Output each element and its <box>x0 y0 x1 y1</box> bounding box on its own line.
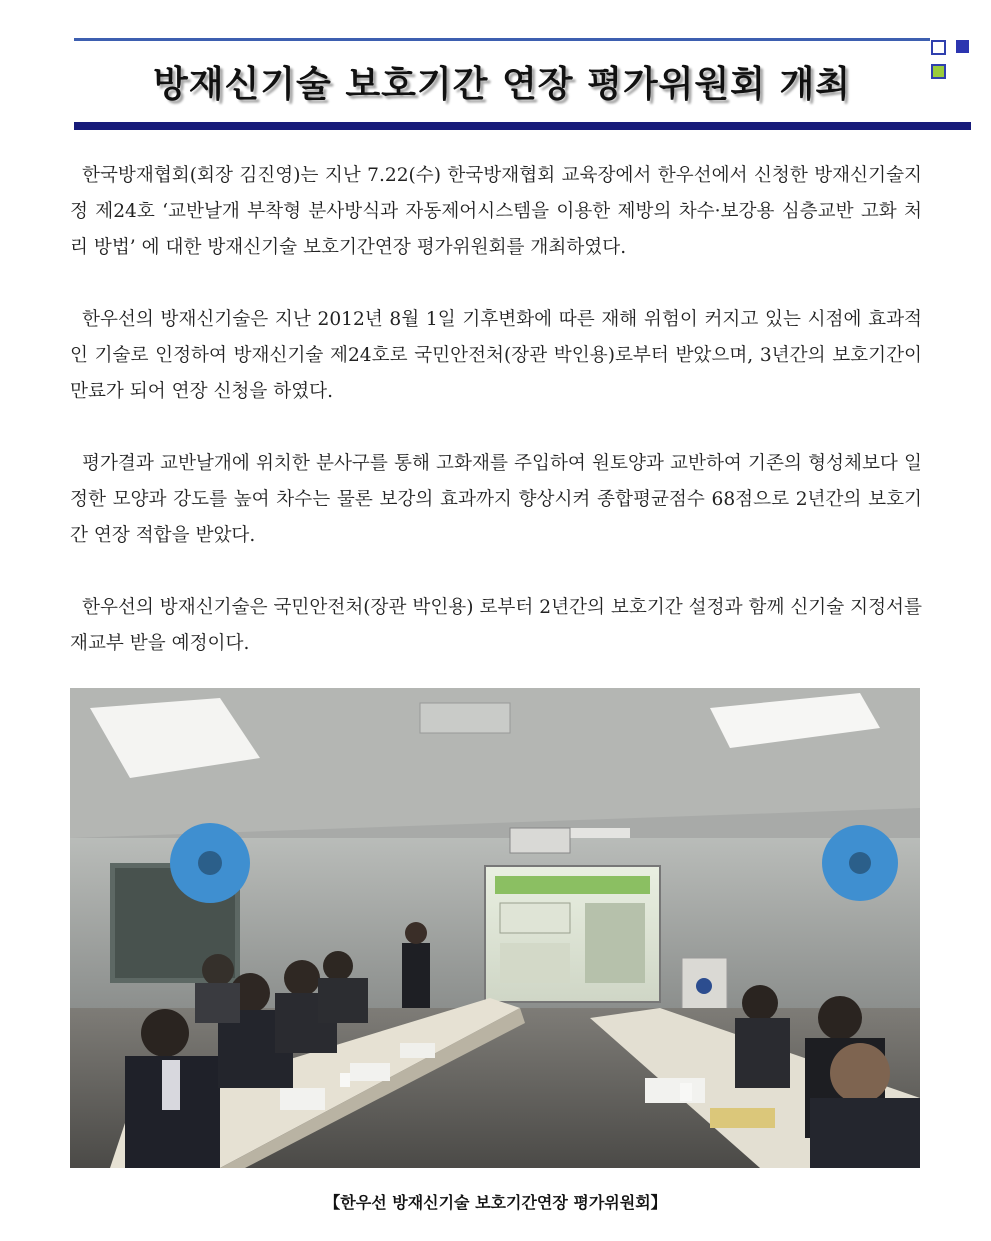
article-body <box>70 158 922 662</box>
paragraph-4: 한우선의 방재신기술은 국민안전처(장관 박인용) 로부터 2년간의 보호기간 설정과 함께 신기술 지정서를 재교부 받을 예정이다. <box>70 597 922 654</box>
paragraph-3: 평가결과 교반날개에 위치한 분사구를 통해 고화재를 주입하여 원토양과 교반하여 기존의 형성체보다 일정한 모양과 강도를 높여 차수는 물론 보강의 효과까지 향상시켜 종합평균점수 68점으로 2년간의 보호기간 연장 적합을 받았다. <box>70 453 922 546</box>
meeting-photo <box>70 688 920 1168</box>
decorative-square-blue <box>956 40 969 53</box>
photo-caption: 【한우선 방재신기술 보호기간연장 평가위원회】 <box>324 1193 667 1212</box>
decorative-square-green <box>931 64 946 79</box>
paragraph-2: 한우선의 방재신기술은 지난 2012년 8월 1일 기후변화에 따른 재해 위험이 커지고 있는 시점에 효과적인 기술로 인정하여 방재신기술 제24호로 국민안전처(장관 박인용)로부터 받았으며, 3년간의 보호기간이 만료가 되어 연장 신청을 하였다. <box>70 309 922 402</box>
decorative-square-outline <box>931 40 946 55</box>
paragraph-1: 한국방재협회(회장 김진영)는 지난 7.22(수) 한국방재협회 교육장에서 한우선에서 신청한 방재신기술지정 제24호 ‘교반날개 부착형 분사방식과 자동제어시스템을 이용한 제방의 차수·보강용 심층교반 고화 처리 방법’ 에 대한 방재신기술 보호기간연장 평가위원회를 개최하였다. <box>70 165 922 258</box>
page-title: 방재신기술 보호기간 연장 평가위원회 개최 <box>152 64 852 105</box>
meeting-room-illustration <box>70 688 920 1168</box>
header-top-rule <box>74 38 930 41</box>
header-bottom-rule <box>74 122 971 130</box>
